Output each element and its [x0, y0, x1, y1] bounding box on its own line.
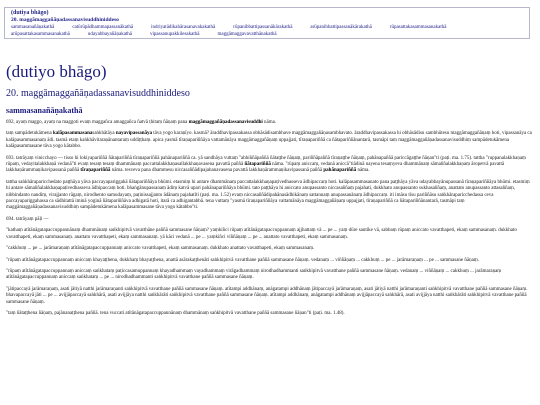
- text-run: taṃ sampādetukāmena: [6, 131, 53, 137]
- toc-link[interactable]: indriyatādikahārasanavakakathā: [151, 25, 216, 30]
- text-run: "taṃ ñātaṭṭhena ñāṇaṃ, pajānanaṭṭhena paññā. tena vuccati atītānāgatapaccuppannānaṃ dhammānaṃ saṅkhipitvā vavatthane paññā sammasane ñāṇan"ti (paṭi. ma. 1.48).: [6, 310, 345, 316]
- text-run: "kathaṃ atītānāgatapaccuppannānaṃ dhammānaṃ saṅkhipitvā vavatthāne paññā sammasane ñāṇaṃ? yaṃkiñci rūpaṃ atītānāgatapaccuppannaṃ ajjhattaṃ vā ... pe ... yaṃ dūre santike vā, sabbaṃ rūpaṃ aniccato vavatthapeti, ekaṃ sammasanaṃ. dukkhato vavatthapeti, ekaṃ sammasanaṃ. anattato vavatthapeti, ekaṃ sammasanaṃ. yā kāci vedanā ... pe ... yaṃkiñci viññāṇaṃ ... pe ... anattato vavatthapeti, ekaṃ sammasanaṃ.: [6, 228, 517, 240]
- paragraph: [6, 217, 534, 223]
- main-content: [6, 42, 534, 322]
- bold-term: kalāpasammasana: [52, 131, 93, 137]
- paragraph: [6, 311, 534, 317]
- paragraph: [6, 120, 534, 126]
- text-run: 694. tatrāyaṃ pāḷi —: [6, 216, 49, 222]
- text-run: saṅkhātāya: [92, 131, 116, 137]
- bold-term: tīraṇapariññā: [80, 168, 111, 174]
- toc-link[interactable]: sammasanañāṇakathā: [11, 25, 55, 30]
- toc-title: (dutiya bhāgo): [11, 10, 49, 16]
- text-run: "rūpaṃ atītānāgatapaccuppannaṃ aniccaṃ khayaṭṭhena, dukkhaṃ bhayaṭṭhena, anattā asārakaṭṭhenāti saṅkhipitvā vavatthane paññā sammasane ñāṇaṃ. vedanaṃ ... viññāṇaṃ ... cakkhuṃ ... pe ... jarāmaraṇaṃ ... pe ... sammasane ñāṇaṃ.: [6, 257, 479, 263]
- text-run: nāma. tesveva pana dhammesu niccasaññādipajahanavasena pavattā lakkhaṇārammaṇikavipassanā paññā: [110, 168, 324, 174]
- bold-term: nayavipassanāya: [115, 131, 152, 137]
- toc-link[interactable]: arūpanibbattipassanākārakathā: [310, 25, 372, 30]
- toc-chapter-link[interactable]: [11, 17, 523, 24]
- paragraphs: [6, 120, 534, 317]
- toc-link[interactable]: vipassanupakkilesakathā: [150, 32, 200, 37]
- text-run: "rūpaṃ atītānāgatapaccuppannaṃ aniccaṃ saṅkhataṃ paṭiccasamuppannaṃ khayadhammaṃ vayadhammaṃ virāgadhammaṃ nirodhadhammanti saṅkhipitvā vavatthane paññā sammasane ñāṇaṃ. vedanaṃ ... viññāṇaṃ ... cakkhuṃ ... jarāmaraṇaṃ atītānāgatapaccuppannaṃ aniccaṃ saṅkhataṃ ... pe ... nirodhadhammanti saṅkhipitvā vavatthane paññā sammasane ñāṇaṃ.: [6, 268, 502, 281]
- text-run: "jātipaccayā jarāmaraṇaṃ, asati jātiyā natthi jarāmaraṇanti saṅkhipitvā vavatthane paññā sammasane ñāṇaṃ. atītampi addhānaṃ, anāgatampi addhānaṃ jātipaccayā jarāmaraṇaṃ, asati jātiyā natthi jarāmaraṇanti saṅkhipitvā vavatthane paññā sammasane ñāṇaṃ. bhavapaccayā jāti ... pe ... avijjāpaccayā saṅkhārā, asati avijjāya natthi saṅkhārāti saṅkhipitvā vavatthane paññā sammasane ñāṇaṃ. atītampi addhānaṃ, anāgatampi addhānaṃ avijjāpaccayā saṅkhārā, asati avijjāya natthi saṅkhārāti saṅkhipitvā vavatthane paññā sammasane ñāṇaṃ.: [6, 286, 528, 305]
- toc-link[interactable]: rūpasattakasammasanakathā: [389, 25, 447, 30]
- text-run: 692, ayaṃ maggo, ayaṃ na maggoti evaṃ maggañca amaggañca ñatvā ṭhitaṃ ñāṇaṃ pana: [6, 120, 189, 125]
- paragraph: [6, 258, 534, 264]
- toc-link[interactable]: maggāmaggavavatthānakathā: [217, 32, 277, 37]
- toc-link[interactable]: rūpanibbattipassanākārakathā: [233, 25, 293, 30]
- text-run: tāva yogo karaṇīyo. kasmā? āraddhavipassakassa obhāsādisambhave maggāmaggañāṇasambhavato. āraddhavipassakassa hi obhāsādisu sambhūtesu maggāmaggañāṇaṃ hoti, vipassanāya ca kalāpasammasanaṃ ādi. tasmā etaṃ kaṅkhāvitaraṇānantaraṃ uddiṭṭhaṃ. apica yasmā tīraṇapariññāya vattamānāya maggāmaggañāṇaṃ uppajjati, tīraṇapariññā ca ñātapariññānantarā, tasmāpi taṃ maggāmaggañāṇadassanavisuddhiṃ sampādetukāmena kalāpasammasane tāva yogo kātabbo.: [6, 131, 532, 150]
- toc-link[interactable]: arūpasattakasammasanakathā: [11, 32, 70, 37]
- toc-link[interactable]: udayabbayañāṇakathā: [87, 32, 133, 37]
- paragraph: [6, 131, 534, 150]
- paragraph: [6, 269, 534, 282]
- paragraph: [6, 246, 534, 252]
- text-run: nāma.: [262, 120, 277, 125]
- bold-term: pahānapariññā: [323, 168, 357, 174]
- text-run: "cakkhuṃ ... pe ... jarāmaraṇaṃ atītānāgatapaccuppannaṃ aniccato vavatthapeti, ekaṃ sammasanaṃ. dukkhato anattato vavatthapeti, ekaṃ sammasanaṃ.: [6, 246, 315, 252]
- chapter-heading: 20. maggāmaggañāṇadassanavisuddhiniddeso: [6, 88, 190, 99]
- bold-term: ñātapariññā: [244, 162, 271, 168]
- text-run: nāma. "rūpaṃ aniccaṃ, vedanā aniccā"tiādinā nayena tesaṃyeva dhammānaṃ sāmaññalakkhaṇaṃ āropetvā pavattā lakkhaṇārammaṇikavipassanā paññā: [6, 162, 505, 174]
- table-of-contents: [4, 7, 530, 39]
- text-run: nāma.: [356, 168, 370, 174]
- paragraph: [6, 156, 534, 175]
- toc-links: [11, 24, 523, 38]
- section-heading: sammasanañāṇakathā: [6, 106, 83, 115]
- paragraph: [6, 180, 534, 212]
- paragraph: [6, 287, 534, 306]
- page-heading: (dutiyo bhāgo): [6, 62, 107, 81]
- toc-chapter-link-text[interactable]: 20. maggāmaggañāṇadassanavisuddhiniddeso: [11, 17, 119, 23]
- toc-link[interactable]: catūrūpādhammapassanākathā: [72, 25, 134, 30]
- paragraph: [6, 228, 534, 241]
- text-run: tattha saṅkhāraparicchedato paṭṭhāya yāva paccayapariggahā ñātapariññāya bhūmi. etasmiṃ hi antare dhammānaṃ paccattalakkhaṇapaṭivedhasseva ādhipaccaṃ hoti. kalāpasammasanato pana paṭṭhāya yāva udayabbayānupassanā tīraṇapariññāya bhūmi. etasmiṃ hi antare sāmaññalakkhaṇapaṭivedhasseva ādhipaccaṃ hoti. bhaṅgānupassanaṃ ādiṃ katvā upari pahānapariññāya bhūmi. tato paṭṭhāya hi aniccato anupassanto niccasaññaṃ pajahati, dukkhato anupassanto sukhasaññaṃ, anattato anupassanto attasaññaṃ, nibbindanto nandiṃ, virajjanto rāgaṃ, nirodhento samudayaṃ, paṭinissajjanto ādānaṃ pajahatīti (paṭi. ma. 1.52) evaṃ niccasaññādipahānasādhikānaṃ sattannaṃ anupassanānaṃ ādhipaccaṃ. iti imāsu tīsu pariññāsu saṅkhāraparicchedassa ceva paccayapariggahassa ca sādhitattā iminā yoginā ñātapariññāva adhigatā hoti, itarā ca adhigantabbā. tena vuttaṃ "yasmā tīraṇapariññāya vattamānāya maggāmaggañāṇaṃ uppajjati, tīraṇapariññā ca ñātapariññānantarā, tasmāpi taṃ maggāmaggañāṇadassanavisuddhiṃ sampādetukāmena kalāpasammasane tāva yogo kātabbo"ti.: [6, 179, 530, 211]
- text-run: 693. tatrāyaṃ vinicchayo — tisso hi lokiyapariññā ñātapariññā tīraṇapariññā pahānapariññā ca. yā sandhāya vuttaṃ "abhiññāpaññā ñātaṭṭhe ñāṇaṃ, pariññāpaññā tīraṇaṭṭhe ñāṇaṃ, pahānapaññā pariccāgaṭṭhe ñāṇan"ti (paṭi. ma. 1.75). tattha "ruppanalakkhaṇaṃ rūpaṃ, vedayitalakkhaṇā vedanā"ti evaṃ tesaṃ tesaṃ dhammānaṃ paccattalakkhaṇasallakkhaṇavasena pavattā paññā: [6, 155, 526, 168]
- bold-term: maggāmaggañāṇadassanavisuddhi: [188, 120, 263, 125]
